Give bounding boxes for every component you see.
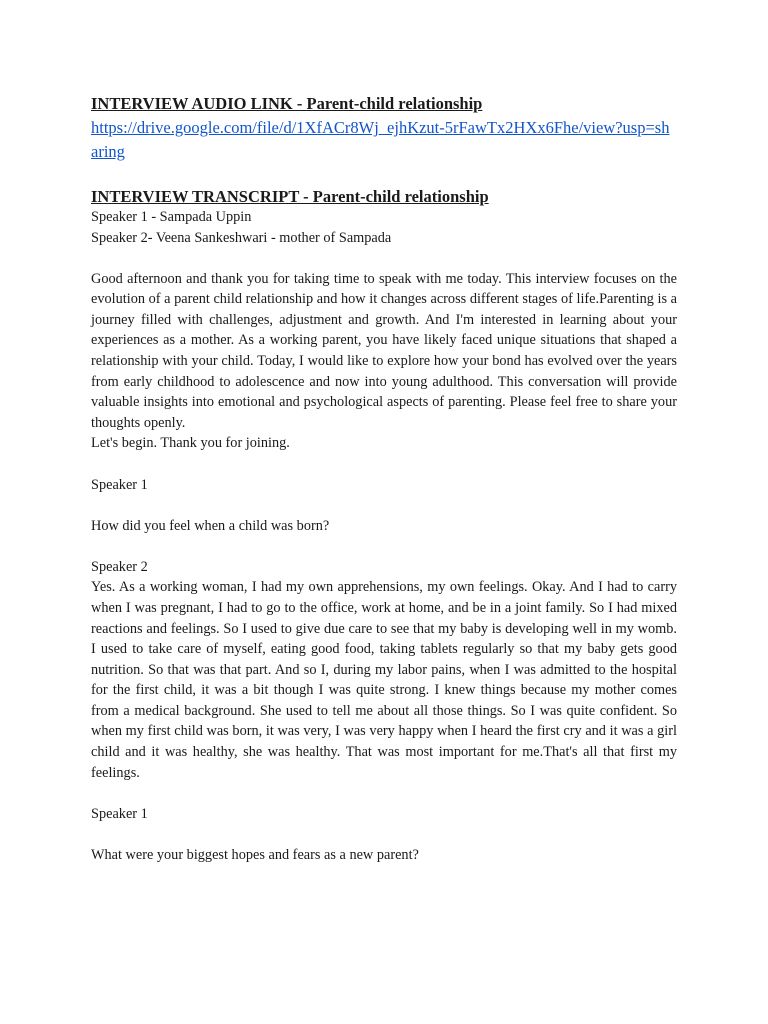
- spacer: [91, 248, 677, 269]
- speaker-label: Speaker 2: [91, 558, 148, 575]
- spacer: [91, 495, 677, 516]
- intro-closing: Let's begin. Thank you for joining.: [91, 435, 290, 452]
- document-page: [91, 94, 677, 866]
- speaker-label: Speaker 1: [91, 476, 148, 493]
- answer-text: Yes. As a working woman, I had my own apprehensions, my own feelings. Okay. And I had to carry when I was pregnant, I had to go to the office, work at home, and be in a joint family. So I had mixed reactions and feelings. So I used to give due care to see that my baby is developing well in my womb. I used to take care of myself, eating good food, taking tablets regularly so that my baby gets good nutrition. So that was that part. And so I, during my labor pains, when I was admitted to the hospital for the first child, it was a bit though I was quite strong. I knew things because my mother comes from a medical background. She used to tell me about all those things. So I was quite confident. So when my first child was born, it was very, I was very happy when I heard the first cry and it was a girl child and it was healthy, she was healthy. That was most important for me.That's all that first my feelings.: [91, 579, 677, 781]
- spacer: [91, 454, 677, 475]
- spacer: [91, 824, 677, 845]
- audio-link-heading: INTERVIEW AUDIO LINK - Parent-child relationship: [91, 94, 483, 113]
- audio-drive-link[interactable]: https://drive.google.com/file/d/1XfACr8Wj_ejhKzut-5rFawTx2HXx6Fhe/view?usp=sharing: [91, 118, 670, 161]
- speaker-2-intro: Speaker 2- Veena Sankeshwari - mother of Sampada: [91, 229, 392, 246]
- spacer: [91, 536, 677, 557]
- speaker-label: Speaker 1: [91, 805, 148, 822]
- speaker-1-intro: Speaker 1 - Sampada Uppin: [91, 209, 252, 225]
- intro-paragraph: Good afternoon and thank you for taking time to speak with me today. This interview focuses on the evolution of a parent child relationship and how it changes across different stages of life.Parenting is a journey filled with challenges, adjustment and growth. And I'm interested in learning about your experiences as a mother. As a working parent, you have likely faced unique situations that shaped a relationship with your child. Today, I would like to explore how your bond has evolved over the years from early childhood to adolescence and now into young adulthood. This conversation will provide valuable insights into emotional and psychological aspects of parenting. Please feel free to share your thoughts openly.: [91, 270, 677, 431]
- question-text: How did you feel when a child was born?: [91, 517, 330, 534]
- spacer: [91, 783, 677, 804]
- transcript-heading: INTERVIEW TRANSCRIPT - Parent-child relationship: [91, 187, 489, 206]
- question-text: What were your biggest hopes and fears as a new parent?: [91, 846, 419, 863]
